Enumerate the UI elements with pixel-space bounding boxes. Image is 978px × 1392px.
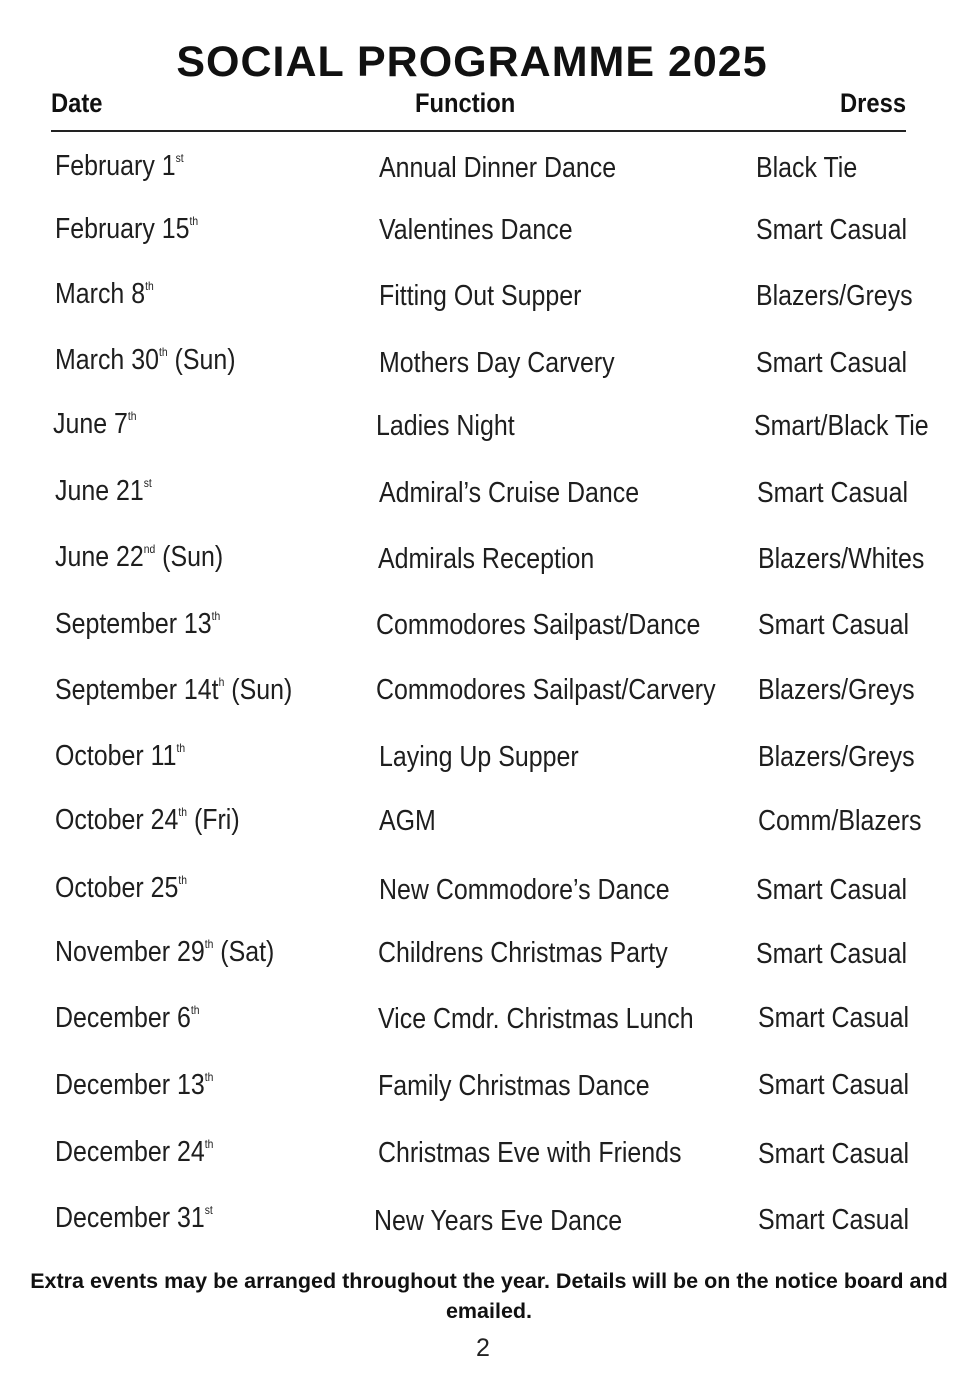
row-date: June 22nd (Sun) [55, 541, 224, 573]
row-date: February 15th [55, 213, 199, 245]
row-function: Laying Up Supper [379, 741, 579, 773]
row-function: New Commodore’s Dance [379, 874, 670, 906]
row-function: Childrens Christmas Party [378, 937, 668, 969]
row-function: Valentines Dance [379, 214, 573, 246]
row-dress: Blazers/Greys [758, 741, 915, 773]
row-dress: Smart Casual [756, 874, 908, 906]
row-dress: Smart Casual [758, 1204, 910, 1236]
row-date: December 13th [55, 1069, 214, 1101]
row-function: Christmas Eve with Friends [378, 1137, 682, 1169]
row-function: New Years Eve Dance [374, 1205, 623, 1237]
row-date: June 7th [53, 408, 137, 440]
row-function: Family Christmas Dance [378, 1070, 650, 1102]
column-header-function: Function [415, 88, 516, 118]
row-date: November 29th (Sat) [55, 936, 275, 968]
row-date: December 24th [55, 1136, 214, 1168]
row-dress: Smart Casual [757, 477, 909, 509]
row-date: October 25th [55, 872, 188, 904]
row-date: September $14t^h$ (Sun) [55, 674, 293, 706]
row-dress: Blazers/Whites [758, 543, 925, 575]
row-function: Vice Cmdr. Christmas Lunch [378, 1003, 694, 1035]
row-date: December 6th [55, 1002, 200, 1034]
row-date: March 8th [55, 278, 154, 310]
row-date: February 1st [55, 150, 184, 182]
row-function: Fitting Out Supper [379, 280, 582, 312]
row-dress: Smart Casual [758, 609, 910, 641]
page-number: 2 [476, 1334, 490, 1362]
row-function: Ladies Night [376, 410, 515, 442]
row-dress: Smart Casual [758, 1069, 910, 1101]
row-function: AGM [379, 805, 436, 837]
row-dress: Blazers/Greys [758, 674, 915, 706]
row-date: June 21st [55, 475, 152, 507]
row-dress: Smart Casual [756, 347, 908, 379]
row-function: Mothers Day Carvery [379, 347, 615, 379]
row-date: December 31st [55, 1202, 213, 1234]
row-dress: Smart Casual [758, 1138, 910, 1170]
row-function: Commodores Sailpast/Dance [376, 609, 701, 641]
row-date: October 11th [55, 740, 186, 772]
row-dress: Smart Casual [756, 214, 908, 246]
row-function: Commodores Sailpast/Carvery [376, 674, 716, 706]
row-date: September 13th [55, 608, 221, 640]
row-dress: Smart Casual [758, 1002, 910, 1034]
footer-note: Extra events may be arranged throughout the year. Details will be on the notice board and emailed. [30, 1269, 948, 1323]
row-function: Admiral’s Cruise Dance [379, 477, 640, 509]
row-dress: Smart Casual [756, 938, 908, 970]
row-dress: Smart/Black Tie [754, 410, 929, 442]
row-date: October 24th (Fri) [55, 804, 240, 836]
row-function: Admirals Reception [378, 543, 595, 575]
header-divider [51, 130, 906, 132]
row-dress: Black Tie [756, 152, 858, 184]
row-dress: Blazers/Greys [756, 280, 913, 312]
row-date: March 30th (Sun) [55, 344, 236, 376]
row-dress: Comm/Blazers [758, 805, 922, 837]
column-header-dress: Dress [840, 88, 907, 118]
page-title: SOCIAL PROGRAMME 2025 [176, 38, 768, 86]
row-function: Annual Dinner Dance [379, 152, 617, 184]
column-header-date: Date [51, 88, 103, 118]
